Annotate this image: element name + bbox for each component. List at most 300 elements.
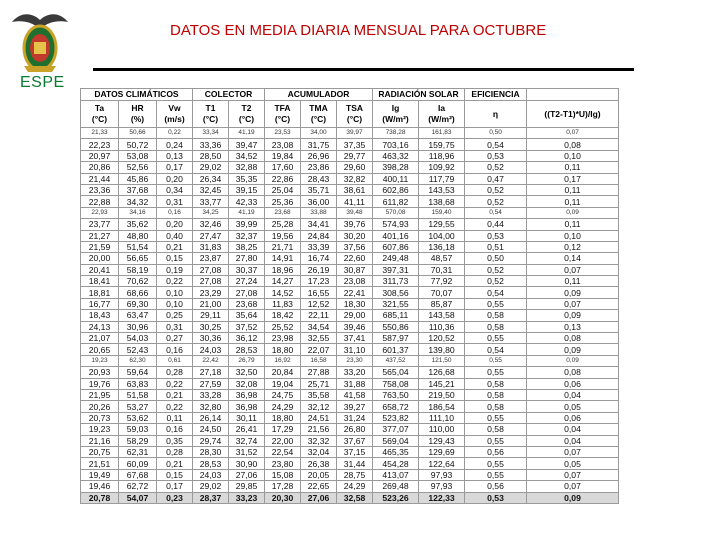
table-cell: 31,52 — [229, 446, 265, 457]
table-cell: 33,28 — [193, 389, 229, 400]
table-cell: 60,09 — [119, 458, 157, 469]
table-cell: 0,20 — [157, 219, 193, 230]
table-cell: 27,59 — [193, 378, 229, 389]
table-cell: 0,55 — [465, 355, 527, 366]
table-cell: 0,28 — [157, 446, 193, 457]
table-cell: 20,86 — [81, 162, 119, 173]
table-cell: 68,66 — [119, 287, 157, 298]
table-cell: 0,09 — [527, 355, 619, 366]
table-cell: 159,40 — [419, 207, 465, 218]
table-cell: 19,23 — [81, 424, 119, 435]
table-cell: 122,33 — [419, 492, 465, 503]
table-cell: 22,86 — [265, 173, 301, 184]
table-cell: 32,50 — [229, 367, 265, 378]
table-cell: 118,96 — [419, 150, 465, 161]
table-cell: 34,54 — [301, 321, 337, 332]
table-cell: 21,95 — [81, 389, 119, 400]
table-cell: 0,05 — [527, 401, 619, 412]
table-cell: 22,00 — [265, 435, 301, 446]
table-cell: 77,92 — [419, 276, 465, 287]
table-cell: 23,36 — [81, 184, 119, 195]
table-cell: 28,53 — [193, 458, 229, 469]
table-cell: 20,30 — [265, 492, 301, 503]
table-cell: 16,58 — [301, 355, 337, 366]
table-cell: 35,64 — [229, 310, 265, 321]
table-cell: 24,50 — [193, 424, 229, 435]
table-cell: 27,80 — [229, 253, 265, 264]
column-header: T1 (°C) — [193, 101, 229, 128]
table-cell: 0,27 — [157, 333, 193, 344]
table-cell: 0,54 — [465, 139, 527, 150]
table-cell: 19,56 — [265, 230, 301, 241]
table-cell: 437,52 — [373, 355, 419, 366]
table-cell: 20,05 — [301, 469, 337, 480]
table-cell: 0,13 — [157, 150, 193, 161]
table-cell: 398,28 — [373, 162, 419, 173]
table-cell: 32,80 — [193, 401, 229, 412]
table-cell: 0,09 — [527, 207, 619, 218]
table-cell: 29,85 — [229, 481, 265, 492]
table-cell: 24,75 — [265, 389, 301, 400]
table-cell: 110,00 — [419, 424, 465, 435]
table-cell: 18,41 — [81, 276, 119, 287]
table-cell: 27,08 — [193, 264, 229, 275]
table-row — [81, 458, 619, 469]
table-row — [81, 378, 619, 389]
table-cell: 0,11 — [527, 162, 619, 173]
table-cell: 21,56 — [301, 424, 337, 435]
table-cell: 23,08 — [337, 276, 373, 287]
table-cell: 21,44 — [81, 173, 119, 184]
table-cell: 25,04 — [265, 184, 301, 195]
table-cell: 67,68 — [119, 469, 157, 480]
table-cell: 54,03 — [119, 333, 157, 344]
column-header: ((T2-T1)*U)/Ig) — [527, 101, 619, 128]
table-cell: 18,80 — [265, 344, 301, 355]
table-cell: 758,08 — [373, 378, 419, 389]
logo-text: ESPE — [20, 74, 65, 91]
table-cell: 32,04 — [301, 446, 337, 457]
table-cell: 0,52 — [465, 276, 527, 287]
table-cell: 0,07 — [527, 128, 619, 139]
table-cell: 0,21 — [157, 389, 193, 400]
table-cell: 32,08 — [229, 378, 265, 389]
table-row — [81, 162, 619, 173]
table-cell: 30,90 — [229, 458, 265, 469]
table-cell: 0,14 — [527, 253, 619, 264]
table-cell: 26,41 — [229, 424, 265, 435]
table-cell: 29,74 — [193, 435, 229, 446]
table-cell: 50,72 — [119, 139, 157, 150]
table-cell: 32,82 — [337, 173, 373, 184]
table-cell: 685,11 — [373, 310, 419, 321]
table-cell: 16,74 — [301, 253, 337, 264]
table-cell: 51,54 — [119, 241, 157, 252]
table-cell: 58,19 — [119, 264, 157, 275]
table-cell: 0,04 — [527, 389, 619, 400]
table-cell: 27,08 — [193, 276, 229, 287]
table-cell: 31,44 — [337, 458, 373, 469]
table-cell: 37,15 — [337, 446, 373, 457]
table-cell: 19,23 — [81, 355, 119, 366]
table-cell: 145,21 — [419, 378, 465, 389]
table-cell: 37,56 — [337, 241, 373, 252]
table-cell: 23,68 — [229, 298, 265, 309]
table-cell: 413,07 — [373, 469, 419, 480]
table-cell: 0,16 — [157, 424, 193, 435]
table-cell: 0,07 — [527, 446, 619, 457]
table-cell: 0,04 — [527, 424, 619, 435]
table-cell: 0,10 — [157, 298, 193, 309]
column-header: Ta (°C) — [81, 101, 119, 128]
table-row — [81, 481, 619, 492]
table-cell: 110,36 — [419, 321, 465, 332]
table-cell: 25,28 — [265, 219, 301, 230]
table-cell: 0,11 — [527, 276, 619, 287]
table-cell: 53,08 — [119, 150, 157, 161]
table-cell: 17,28 — [265, 481, 301, 492]
table-cell: 28,50 — [193, 150, 229, 161]
table-cell: 20,41 — [81, 264, 119, 275]
group-header — [527, 89, 619, 101]
table-cell: 22,41 — [337, 287, 373, 298]
table-cell: 0,09 — [527, 344, 619, 355]
table-cell: 0,15 — [157, 253, 193, 264]
table-cell: 97,93 — [419, 469, 465, 480]
table-cell: 0,04 — [527, 435, 619, 446]
table-row — [81, 196, 619, 207]
table-cell: 20,26 — [81, 401, 119, 412]
table-cell: 0,05 — [527, 458, 619, 469]
table-cell: 42,33 — [229, 196, 265, 207]
table-row — [81, 264, 619, 275]
table-cell: 12,52 — [301, 298, 337, 309]
table-cell: 39,97 — [337, 128, 373, 139]
table-cell: 0,08 — [527, 367, 619, 378]
table-cell: 24,03 — [193, 344, 229, 355]
table-cell: 35,58 — [301, 389, 337, 400]
table-cell: 38,61 — [337, 184, 373, 195]
table-cell: 574,93 — [373, 219, 419, 230]
table-cell: 69,30 — [119, 298, 157, 309]
table-cell: 129,69 — [419, 446, 465, 457]
table-cell: 21,51 — [81, 458, 119, 469]
table-row — [81, 128, 619, 139]
table-cell: 31,83 — [193, 241, 229, 252]
table-cell: 19,76 — [81, 378, 119, 389]
table-cell: 30,25 — [193, 321, 229, 332]
table-cell: 0,06 — [527, 412, 619, 423]
table-cell: 143,53 — [419, 184, 465, 195]
table-cell: 34,16 — [119, 207, 157, 218]
table-cell: 29,00 — [337, 310, 373, 321]
table-cell: 19,46 — [81, 481, 119, 492]
table-cell: 249,48 — [373, 253, 419, 264]
table-cell: 41,58 — [337, 389, 373, 400]
table-cell: 565,04 — [373, 367, 419, 378]
table-cell: 0,44 — [465, 219, 527, 230]
table-body — [81, 128, 619, 504]
table-cell: 17,60 — [265, 162, 301, 173]
table-cell: 36,98 — [229, 401, 265, 412]
table-cell: 22,42 — [193, 355, 229, 366]
table-cell: 0,53 — [465, 492, 527, 503]
table-cell: 129,43 — [419, 435, 465, 446]
table-cell: 32,32 — [301, 435, 337, 446]
table-cell: 0,55 — [465, 469, 527, 480]
title-divider — [93, 68, 634, 71]
table-row — [81, 230, 619, 241]
table-cell: 34,25 — [193, 207, 229, 218]
table-cell: 400,11 — [373, 173, 419, 184]
table-cell: 120,52 — [419, 333, 465, 344]
table-cell: 0,35 — [157, 435, 193, 446]
table-row — [81, 389, 619, 400]
table-cell: 32,45 — [193, 184, 229, 195]
table-cell: 56,65 — [119, 253, 157, 264]
table-cell: 569,04 — [373, 435, 419, 446]
table-cell: 0,61 — [157, 355, 193, 366]
table-cell: 24,29 — [337, 481, 373, 492]
group-header: COLECTOR — [193, 89, 265, 101]
table-row — [81, 253, 619, 264]
table-cell: 28,30 — [193, 446, 229, 457]
table-cell: 0,58 — [465, 424, 527, 435]
table-cell: 0,11 — [157, 412, 193, 423]
table-row — [81, 435, 619, 446]
table-cell: 16,55 — [301, 287, 337, 298]
table-cell: 19,84 — [265, 150, 301, 161]
table-cell: 31,75 — [301, 139, 337, 150]
table-cell: 33,39 — [301, 241, 337, 252]
table-cell: 20,73 — [81, 412, 119, 423]
table-cell: 36,12 — [229, 333, 265, 344]
table-row — [81, 424, 619, 435]
table-row — [81, 241, 619, 252]
table-cell: 39,46 — [337, 321, 373, 332]
table-cell: 465,35 — [373, 446, 419, 457]
data-table-container — [80, 88, 608, 504]
table-cell: 0,13 — [527, 321, 619, 332]
table-row — [81, 469, 619, 480]
table-cell: 26,96 — [301, 150, 337, 161]
table-cell: 34,52 — [229, 150, 265, 161]
total-row — [81, 492, 619, 503]
table-cell: 14,91 — [265, 253, 301, 264]
table-cell: 70,07 — [419, 287, 465, 298]
table-cell: 26,38 — [301, 458, 337, 469]
table-cell: 0,40 — [157, 230, 193, 241]
table-cell: 22,60 — [337, 253, 373, 264]
table-cell: 20,00 — [81, 253, 119, 264]
table-row — [81, 219, 619, 230]
table-cell: 0,24 — [157, 139, 193, 150]
table-cell: 121,50 — [419, 355, 465, 366]
column-header: T2 (°C) — [229, 101, 265, 128]
table-cell: 0,11 — [527, 184, 619, 195]
table-cell: 41,19 — [229, 207, 265, 218]
table-cell: 0,07 — [527, 298, 619, 309]
table-cell: 27,08 — [229, 287, 265, 298]
table-cell: 20,97 — [81, 150, 119, 161]
table-cell: 62,31 — [119, 446, 157, 457]
table-cell: 58,29 — [119, 435, 157, 446]
table-cell: 41,11 — [337, 196, 373, 207]
table-cell: 62,72 — [119, 481, 157, 492]
table-cell: 0,22 — [157, 128, 193, 139]
table-cell: 35,35 — [229, 173, 265, 184]
table-cell: 21,16 — [81, 435, 119, 446]
table-cell: 30,96 — [119, 321, 157, 332]
column-header: TFA (°C) — [265, 101, 301, 128]
eagle-wings-icon — [12, 14, 68, 26]
table-cell: 0,58 — [465, 321, 527, 332]
table-cell: 30,11 — [229, 412, 265, 423]
table-cell: 0,31 — [157, 321, 193, 332]
table-cell: 22,54 — [265, 446, 301, 457]
table-cell: 0,47 — [465, 173, 527, 184]
table-row — [81, 355, 619, 366]
table-cell: 24,51 — [301, 412, 337, 423]
table-cell: 109,92 — [419, 162, 465, 173]
table-cell: 23,68 — [265, 207, 301, 218]
table-cell: 30,36 — [193, 333, 229, 344]
table-cell: 38,25 — [229, 241, 265, 252]
table-cell: 32,37 — [229, 230, 265, 241]
table-cell: 29,02 — [193, 481, 229, 492]
table-cell: 11,83 — [265, 298, 301, 309]
group-header: RADIACIÓN SOLAR — [373, 89, 465, 101]
table-cell: 20,75 — [81, 446, 119, 457]
table-cell: 308,56 — [373, 287, 419, 298]
column-header: TMA (°C) — [301, 101, 337, 128]
table-cell: 52,56 — [119, 162, 157, 173]
table-cell: 0,52 — [465, 162, 527, 173]
table-cell: 24,13 — [81, 321, 119, 332]
table-cell: 0,54 — [465, 207, 527, 218]
table-cell: 26,19 — [301, 264, 337, 275]
table-cell: 611,82 — [373, 196, 419, 207]
table-cell: 23,30 — [337, 355, 373, 366]
table-cell: 14,52 — [265, 287, 301, 298]
table-cell: 26,34 — [193, 173, 229, 184]
table-cell: 18,42 — [265, 310, 301, 321]
table-cell: 22,88 — [81, 196, 119, 207]
table-cell: 33,36 — [193, 139, 229, 150]
table-cell: 35,71 — [301, 184, 337, 195]
table-cell: 136,18 — [419, 241, 465, 252]
table-cell: 0,58 — [465, 310, 527, 321]
table-cell: 50,66 — [119, 128, 157, 139]
table-cell: 28,37 — [193, 492, 229, 503]
table-cell: 28,53 — [229, 344, 265, 355]
table-cell: 31,88 — [337, 378, 373, 389]
table-cell: 37,41 — [337, 333, 373, 344]
table-cell: 21,33 — [81, 128, 119, 139]
table-cell: 23,87 — [193, 253, 229, 264]
table-cell: 0,52 — [465, 184, 527, 195]
table-row — [81, 333, 619, 344]
table-cell: 0,58 — [465, 378, 527, 389]
table-cell: 41,19 — [229, 128, 265, 139]
table-cell: 523,26 — [373, 492, 419, 503]
table-cell: 122,64 — [419, 458, 465, 469]
table-cell: 0,06 — [527, 378, 619, 389]
table-cell: 0,22 — [157, 401, 193, 412]
table-cell: 0,56 — [465, 481, 527, 492]
table-cell: 23,08 — [265, 139, 301, 150]
table-cell: 0,54 — [465, 344, 527, 355]
table-cell: 0,17 — [527, 173, 619, 184]
table-row — [81, 412, 619, 423]
table-cell: 607,86 — [373, 241, 419, 252]
table-cell: 54,07 — [119, 492, 157, 503]
table-cell: 219,50 — [419, 389, 465, 400]
table-cell: 0,11 — [527, 196, 619, 207]
table-cell: 26,80 — [337, 424, 373, 435]
table-cell: 29,11 — [193, 310, 229, 321]
table-cell: 32,55 — [301, 333, 337, 344]
table-cell: 161,83 — [419, 128, 465, 139]
table-cell: 18,43 — [81, 310, 119, 321]
table-row — [81, 321, 619, 332]
table-cell: 18,96 — [265, 264, 301, 275]
table-cell: 34,41 — [301, 219, 337, 230]
table-cell: 23,77 — [81, 219, 119, 230]
table-cell: 763,50 — [373, 389, 419, 400]
table-row — [81, 287, 619, 298]
table-cell: 0,58 — [465, 389, 527, 400]
table-cell: 18,30 — [337, 298, 373, 309]
table-cell: 15,08 — [265, 469, 301, 480]
column-header: Ig (W/m²) — [373, 101, 419, 128]
table-cell: 25,71 — [301, 378, 337, 389]
table-cell: 24,03 — [193, 469, 229, 480]
table-cell: 23,53 — [265, 128, 301, 139]
table-cell: 33,88 — [301, 207, 337, 218]
table-cell: 0,55 — [465, 458, 527, 469]
table-cell: 0,55 — [465, 435, 527, 446]
table-cell: 32,74 — [229, 435, 265, 446]
table-cell: 85,87 — [419, 298, 465, 309]
table-cell: 0,09 — [527, 287, 619, 298]
table-cell: 31,10 — [337, 344, 373, 355]
table-cell: 17,23 — [301, 276, 337, 287]
table-cell: 59,03 — [119, 424, 157, 435]
table-cell: 26,14 — [193, 412, 229, 423]
table-cell: 31,24 — [337, 412, 373, 423]
table-cell: 25,52 — [265, 321, 301, 332]
table-cell: 523,82 — [373, 412, 419, 423]
table-cell: 27,88 — [301, 367, 337, 378]
table-row — [81, 139, 619, 150]
table-cell: 39,15 — [229, 184, 265, 195]
table-cell: 35,62 — [119, 219, 157, 230]
column-header: TSA (°C) — [337, 101, 373, 128]
table-cell: 27,18 — [193, 367, 229, 378]
table-cell: 397,31 — [373, 264, 419, 275]
table-cell: 0,53 — [465, 150, 527, 161]
table-cell: 269,48 — [373, 481, 419, 492]
table-cell: 21,27 — [81, 230, 119, 241]
table-row — [81, 446, 619, 457]
table-cell: 658,72 — [373, 401, 419, 412]
column-header: Ia (W/m²) — [419, 101, 465, 128]
table-cell: 0,55 — [465, 412, 527, 423]
table-cell: 23,80 — [265, 458, 301, 469]
table-row — [81, 276, 619, 287]
table-cell: 27,06 — [301, 492, 337, 503]
